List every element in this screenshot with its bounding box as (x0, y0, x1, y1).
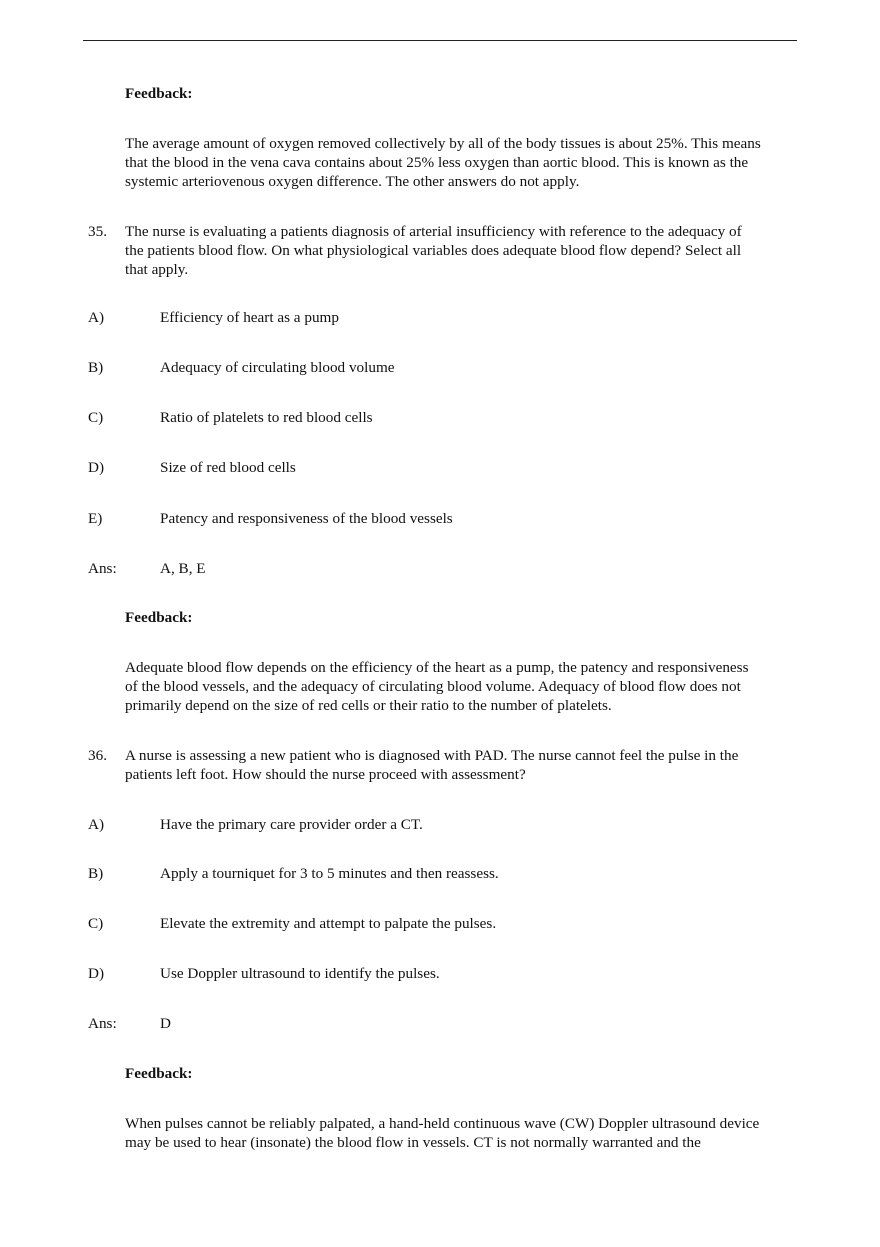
option-text: Ratio of platelets to red blood cells (160, 409, 373, 426)
feedback-label: Feedback: (125, 1065, 193, 1082)
option-text: Adequacy of circulating blood volume (160, 359, 395, 376)
feedback-text: primarily depend on the size of red cells or their ratio to the number of platelets. (125, 697, 612, 714)
question-text: the patients blood flow. On what physiological variables does adequate blood flow depend? Select all (125, 242, 742, 259)
feedback-text: The average amount of oxygen removed collectively by all of the body tissues is about 25%. This means (125, 135, 761, 152)
option-text: Size of red blood cells (160, 459, 296, 476)
option-letter: A) (88, 309, 105, 326)
question-number: 36. (88, 747, 107, 764)
option-letter: A) (88, 816, 105, 833)
feedback-text: may be used to hear (insonate) the blood flow in vessels. CT is not normally warranted and the (125, 1134, 701, 1151)
option-text: Patency and responsiveness of the blood vessels (160, 510, 453, 527)
option-letter: D) (88, 459, 105, 476)
feedback-label: Feedback: (125, 85, 193, 102)
feedback-text: When pulses cannot be reliably palpated, a hand-held continuous wave (CW) Doppler ultrasound device (125, 1115, 760, 1132)
option-text: Efficiency of heart as a pump (160, 309, 339, 326)
feedback-text: Adequate blood flow depends on the efficiency of the heart as a pump, the patency and responsiveness (125, 659, 749, 676)
question-text: The nurse is evaluating a patients diagnosis of arterial insufficiency with reference to the adequacy of (125, 223, 742, 240)
feedback-text: systemic arteriovenous oxygen difference. The other answers do not apply. (125, 173, 580, 190)
feedback-text: of the blood vessels, and the adequacy of circulating blood volume. Adequacy of blood flow does not (125, 678, 741, 695)
answer-label: Ans: (88, 560, 117, 577)
feedback-label: Feedback: (125, 609, 193, 626)
feedback-text: that the blood in the vena cava contains about 25% less oxygen than aortic blood. This is known as the (125, 154, 749, 171)
option-letter: E) (88, 510, 103, 527)
header-rule (83, 40, 797, 41)
option-text: Elevate the extremity and attempt to palpate the pulses. (160, 915, 497, 932)
option-letter: C) (88, 915, 104, 932)
question-text: patients left foot. How should the nurse proceed with assessment? (125, 766, 526, 783)
option-letter: B) (88, 359, 104, 376)
option-letter: B) (88, 865, 104, 882)
option-text: Apply a tourniquet for 3 to 5 minutes and then reassess. (160, 865, 499, 882)
question-text: that apply. (125, 261, 189, 278)
option-text: Have the primary care provider order a CT. (160, 816, 423, 833)
answer-value: A, B, E (160, 560, 206, 577)
answer-value: D (160, 1015, 171, 1032)
option-letter: D) (88, 965, 105, 982)
question-number: 35. (88, 223, 107, 240)
option-letter: C) (88, 409, 104, 426)
question-text: A nurse is assessing a new patient who is diagnosed with PAD. The nurse cannot feel the pulse in the (125, 747, 739, 764)
option-text: Use Doppler ultrasound to identify the pulses. (160, 965, 440, 982)
answer-label: Ans: (88, 1015, 117, 1032)
